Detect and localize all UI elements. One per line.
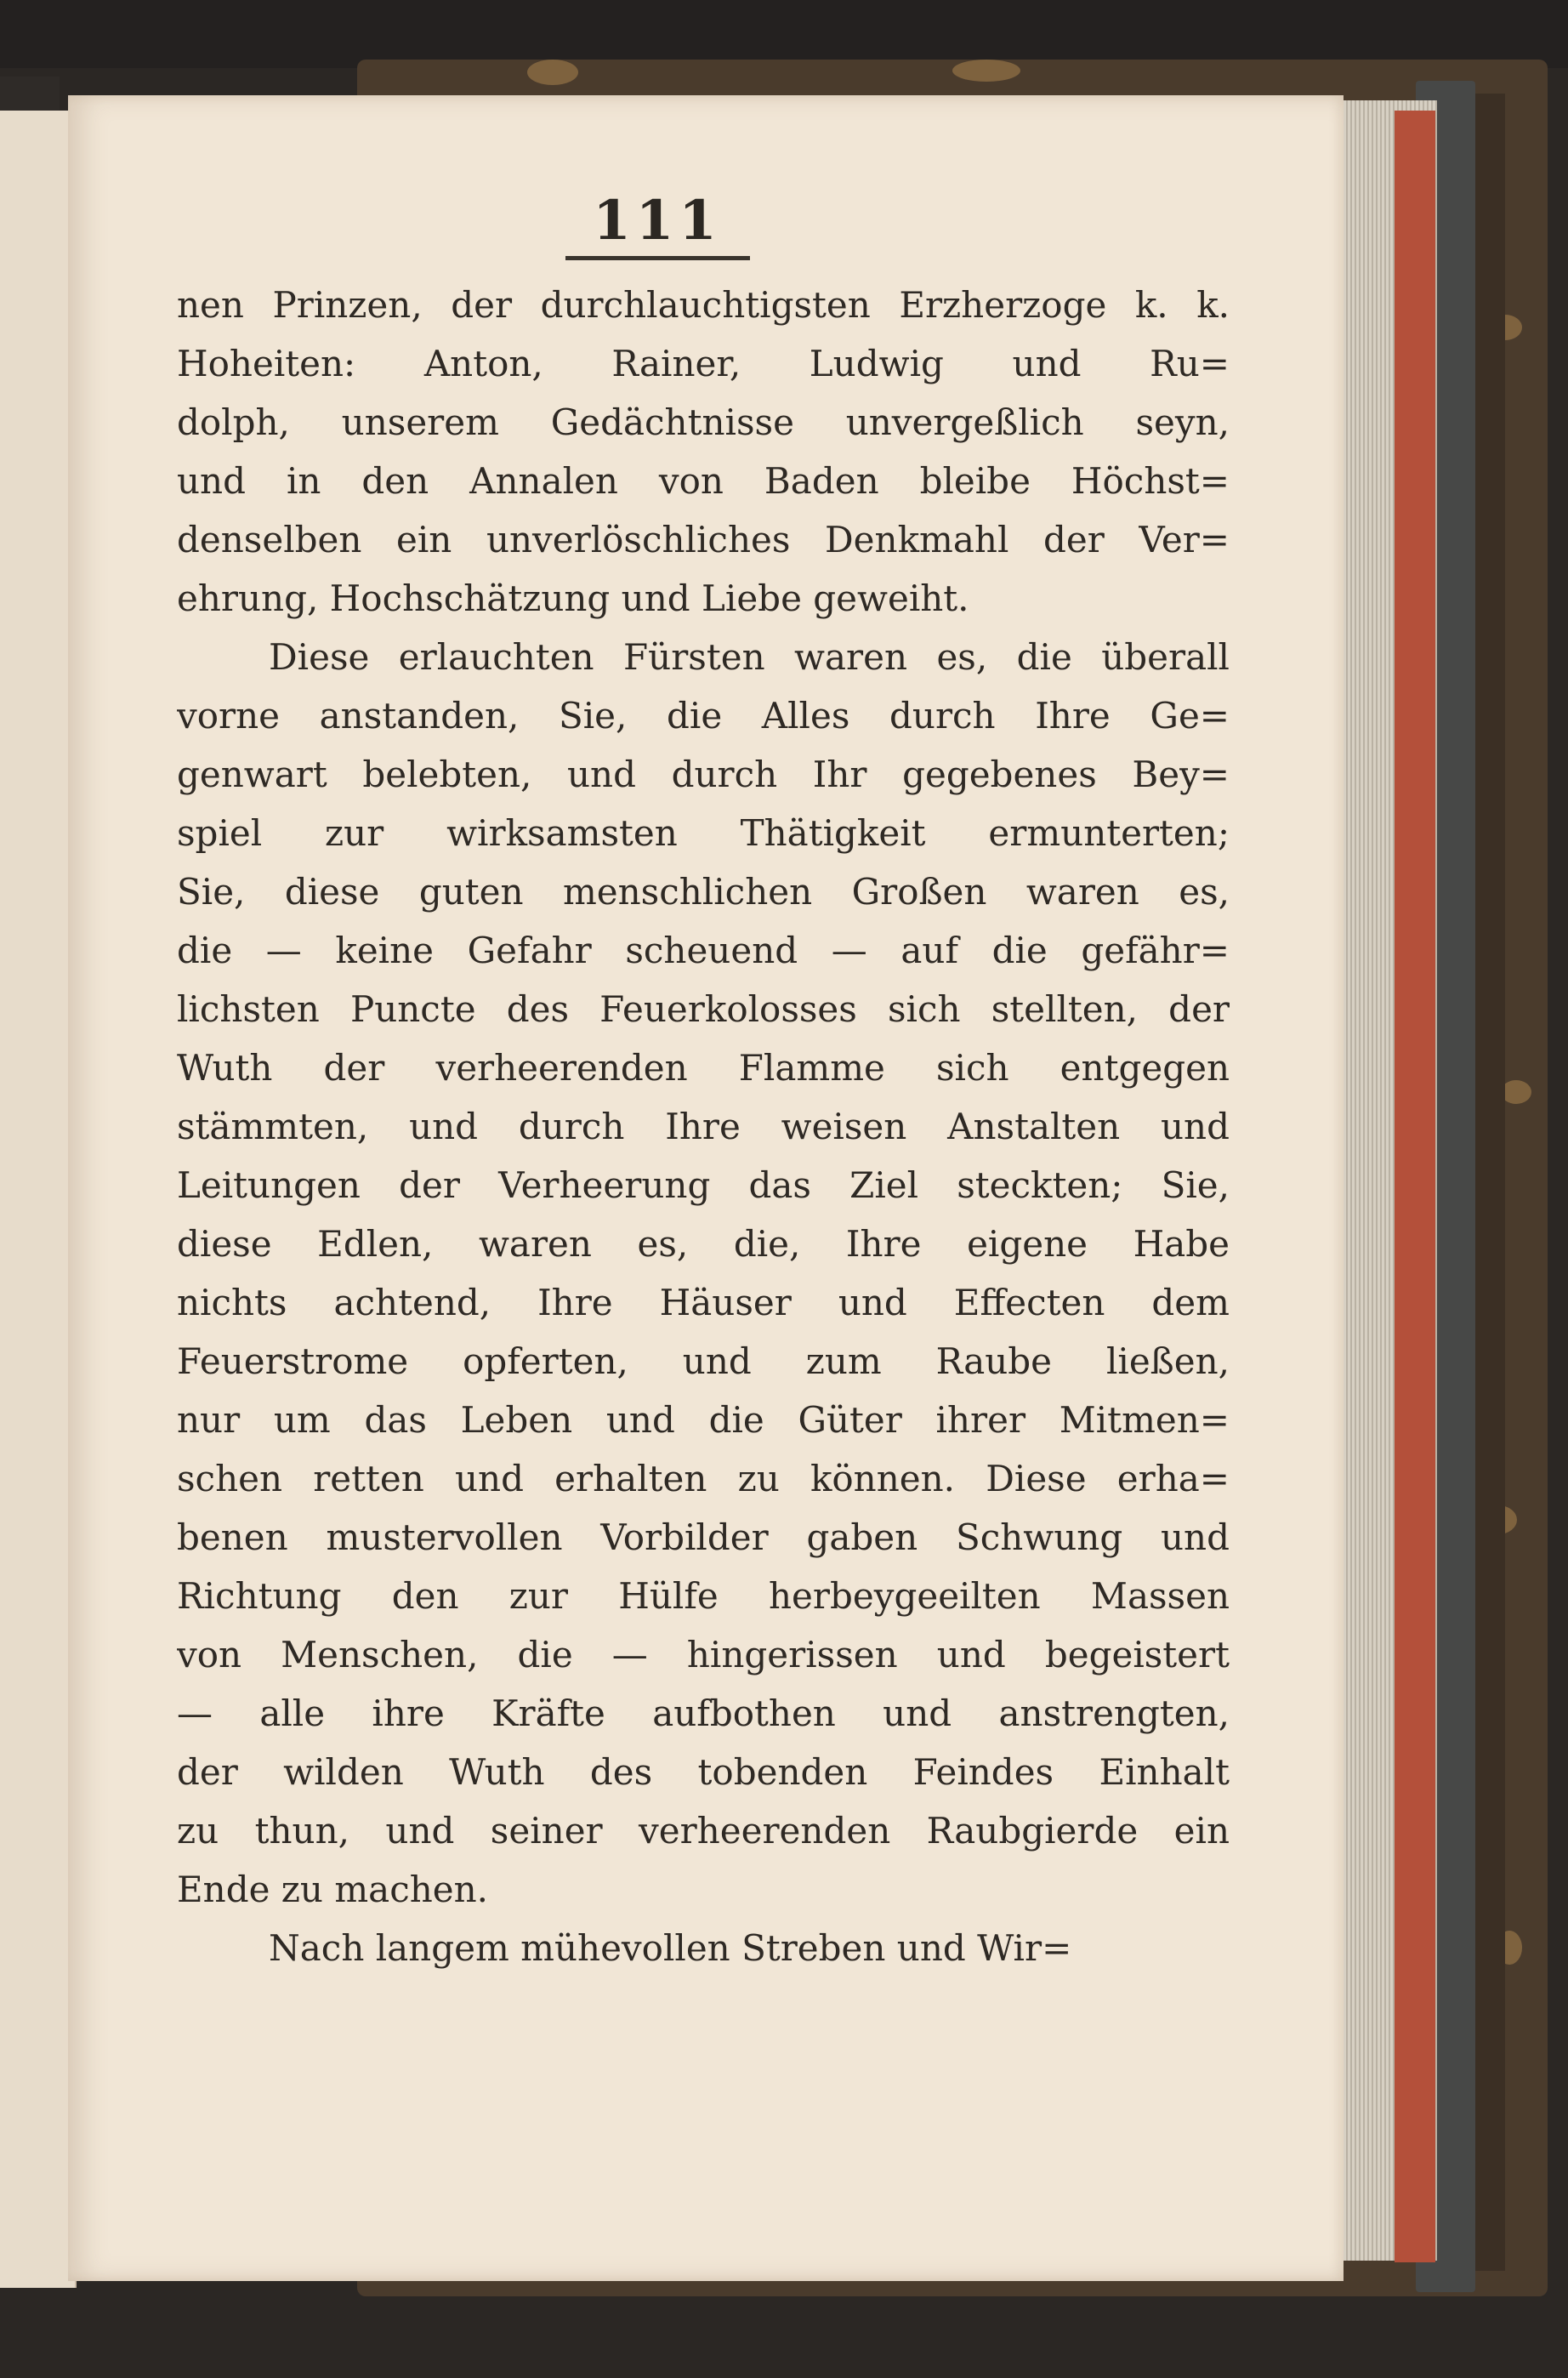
page-number: 111 [593,189,722,253]
text-line: ehrung, Hochschätzung und Liebe geweiht. [177,577,969,619]
body-text [177,276,1230,1977]
red-page-edge [1395,111,1435,2262]
text-line: Wuth der verheerenden Flamme sich entgegen [177,1047,1230,1089]
text-line: Diese erlauchten Fürsten waren es, die überall [269,636,1230,678]
text-line: schen retten und erhalten zu können. Diese erha= [177,1458,1230,1499]
text-line: Sie, diese guten menschlichen Großen waren es, [177,871,1230,913]
left-page-edge [0,111,77,2288]
text-line: Feuerstrome opferten, und zum Raube ließen, [177,1340,1230,1382]
text-line: Richtung den zur Hülfe herbeygeeilten Massen [177,1575,1230,1617]
text-line: lichsten Puncte des Feuerkolosses sich stellten, der [177,988,1230,1030]
header-rule [565,256,750,260]
text-line: denselben ein unverlöschliches Denkmahl der Ver= [177,519,1230,560]
left-spine [0,77,60,111]
text-line: genwart belebten, und durch Ihr gegebenes Bey= [177,754,1230,795]
text-line: Leitungen der Verheerung das Ziel steckten; Sie, [177,1164,1230,1206]
text-line: Hoheiten: Anton, Rainer, Ludwig und Ru= [177,343,1230,384]
text-line: der wilden Wuth des tobenden Feindes Einhalt [177,1751,1230,1793]
text-line: die — keine Gefahr scheuend — auf die gefähr= [177,930,1230,971]
text-line: diese Edlen, waren es, die, Ihre eigene Habe [177,1223,1230,1265]
text-line: spiel zur wirksamsten Thätigkeit ermunterten; [177,812,1230,854]
text-line: Nach langem mühevollen Streben und Wir= [269,1927,1072,1969]
text-line: benen mustervollen Vorbilder gaben Schwung und [177,1516,1230,1558]
text-line: nichts achtend, Ihre Häuser und Effecten dem [177,1282,1230,1323]
text-line: stämmten, und durch Ihre weisen Anstalten und [177,1106,1230,1147]
text-line: — alle ihre Kräfte aufbothen und anstrengten, [177,1692,1230,1734]
text-line: Ende zu machen. [177,1869,489,1910]
text-line: nur um das Leben und die Güter ihrer Mitmen= [177,1399,1230,1441]
book-page [68,95,1344,2281]
text-line: vorne anstanden, Sie, die Alles durch Ihre Ge= [177,695,1230,737]
text-line: und in den Annalen von Baden bleibe Höchst= [177,460,1230,502]
text-line: dolph, unserem Gedächtnisse unvergeßlich seyn, [177,401,1230,443]
text-line: zu thun, und seiner verheerenden Raubgierde ein [177,1810,1230,1852]
text-line: von Menschen, die — hingerissen und begeistert [177,1634,1230,1675]
background-board [0,0,1568,68]
text-line: nen Prinzen, der durchlauchtigsten Erzherzoge k. k. [177,284,1230,326]
